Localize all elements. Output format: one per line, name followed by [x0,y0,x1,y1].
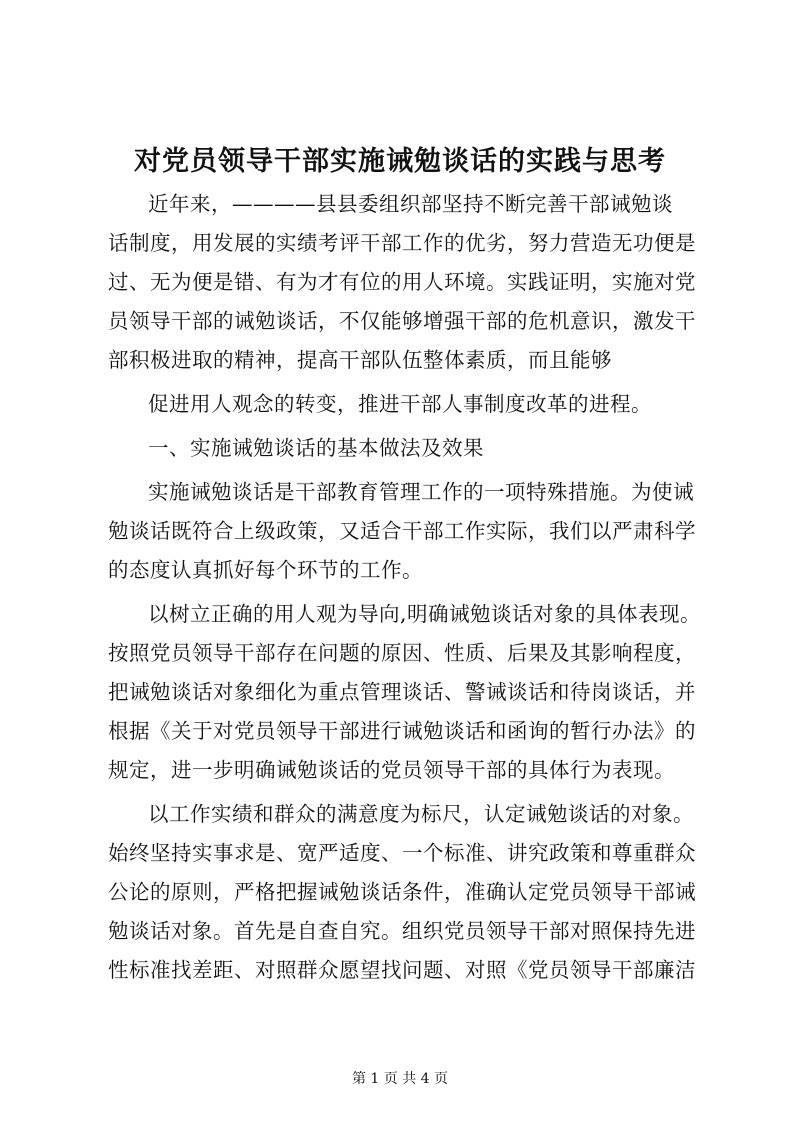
text-line: 以树立正确的用人观为导向,明确诫勉谈话对象的具体表现。 [148,602,702,626]
text-line: 员领导干部的诫勉谈话，不仅能够增强干部的危机意识，激发干 [108,309,696,333]
text-line: 勉谈话既符合上级政策，又适合干部工作实际，我们以严肃科学 [108,519,696,543]
text-line: 以工作实绩和群众的满意度为标尺，认定诫勉谈话的对象。 [148,802,694,826]
text-line: 把诫勉谈话对象细化为重点管理谈话、警诫谈话和待岗谈话，并 [108,680,696,704]
text-line: 规定，进一步明确诫勉谈话的党员领导干部的具体行为表现。 [108,758,675,782]
text-line: 公论的原则，严格把握诫勉谈话条件，准确认定党员领导干部诫 [108,880,696,904]
text-line: 始终坚持实事求是、宽严适度、一个标准、讲究政策和尊重群众 [108,841,696,865]
text-line: 实施诫勉谈话是干部教育管理工作的一项特殊措施。为使诫 [148,480,694,504]
text-line: 的态度认真抓好每个环节的工作。 [108,558,423,582]
document-title: 对党员领导干部实施诫勉谈话的实践与思考 [134,146,666,177]
text-line: 性标准找差距、对照群众愿望找问题、对照《党员领导干部廉洁 [108,958,696,982]
text-line: 部积极进取的精神，提高干部队伍整体素质，而且能够 [108,348,612,372]
page-footer: 第 1 页 共 4 页 [351,1071,449,1087]
text-line: 过、无为便是错、有为才有位的用人环境。实践证明，实施对党 [108,270,696,294]
text-line: 勉谈话对象。首先是自查自究。组织党员领导干部对照保持先进 [108,919,696,943]
text-line: 根据《关于对党员领导干部进行诫勉谈话和函询的暂行办法》的 [108,719,696,743]
text-line: 按照党员领导干部存在问题的原因、性质、后果及其影响程度， [108,641,696,665]
text-line: 话制度，用发展的实绩考评干部工作的优劣，努力营造无功便是 [108,231,696,255]
text-line: 近年来，————县县委组织部坚持不断完善干部诫勉谈 [148,192,673,216]
text-line: 促进用人观念的转变，推进干部人事制度改革的进程。 [148,392,652,416]
section-heading: 一、实施诫勉谈话的基本做法及效果 [148,436,484,460]
